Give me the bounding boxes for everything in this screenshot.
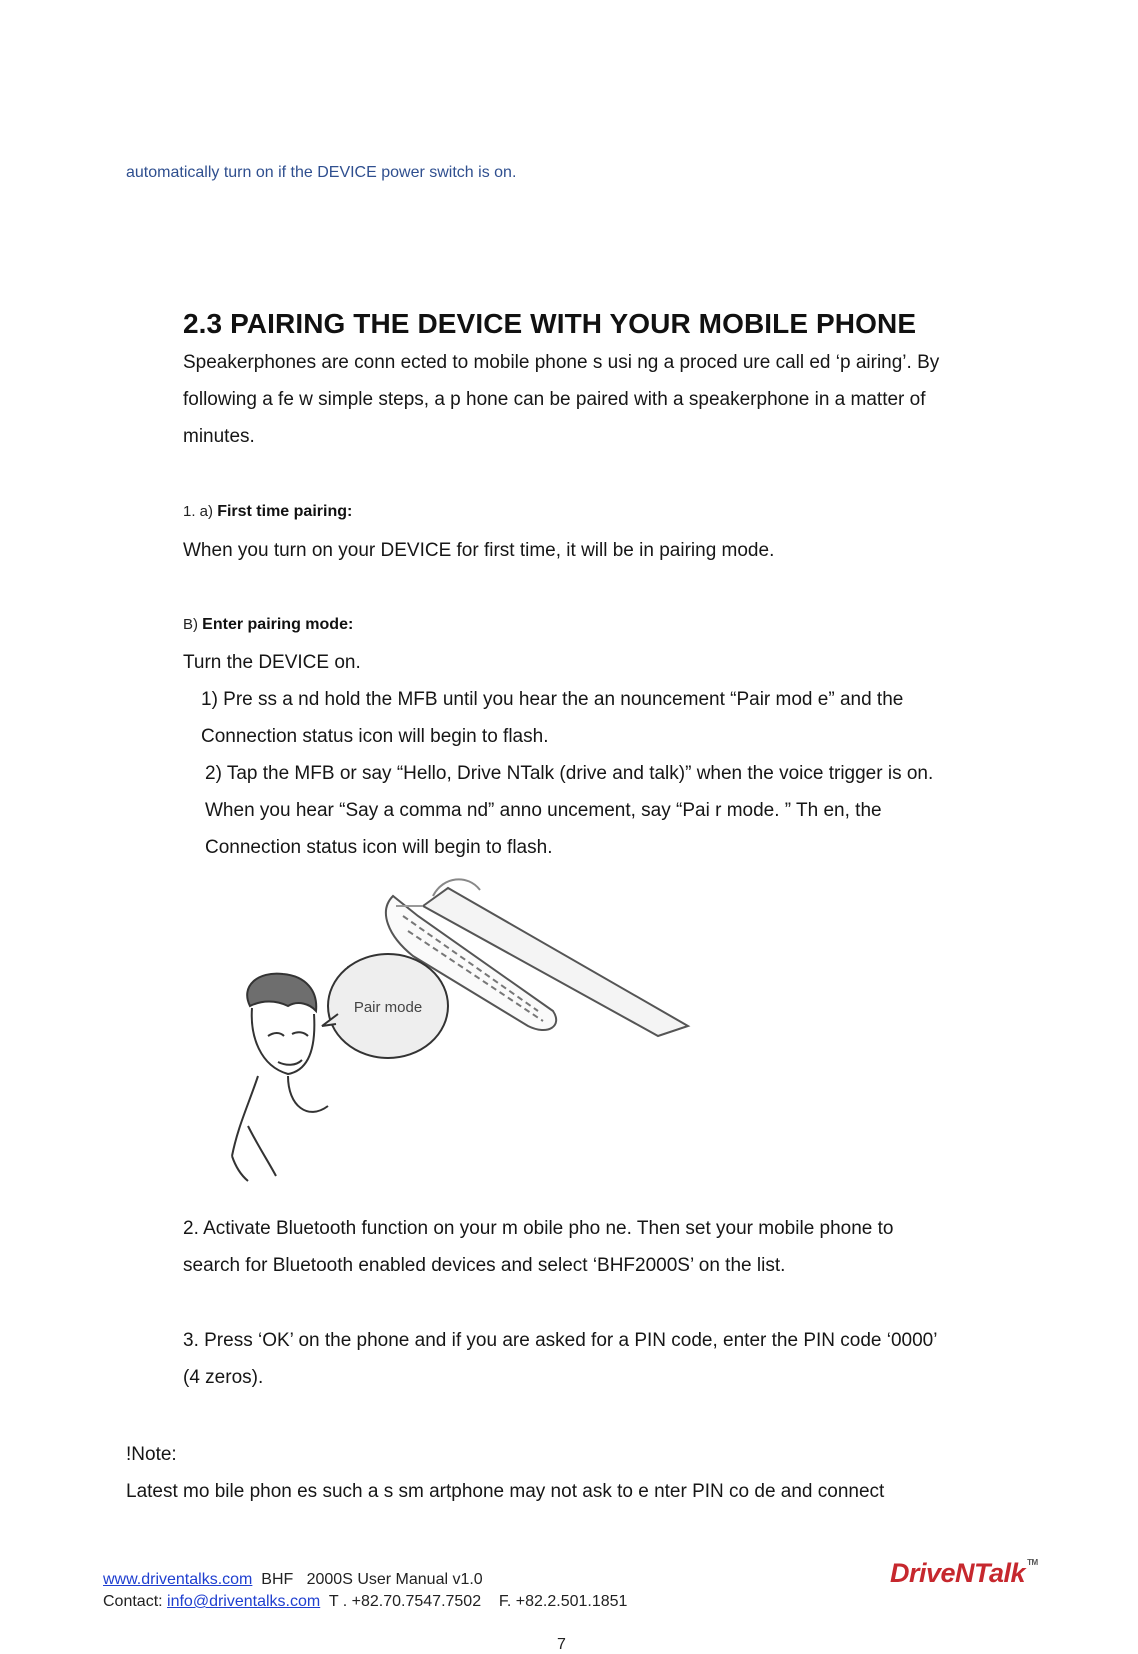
step-1a-marker: 1. a) [183, 503, 214, 520]
step-2-paragraph [183, 1210, 894, 1284]
note-label: !Note: [126, 1444, 177, 1465]
carryover-text: automatically turn on if the DEVICE power switch is on. [126, 164, 517, 181]
step-1b-line: Turn the DEVICE on. [183, 652, 361, 673]
step-2-line: search for Bluetooth enabled devices and select ‘BHF2000S’ on the list. [183, 1255, 786, 1276]
manual-title: BHF 2000S User Manual v1.0 [252, 1571, 483, 1588]
step-3-line: (4 zeros). [183, 1367, 264, 1388]
footer-line-2 [103, 1593, 627, 1611]
step-1b-heading [183, 616, 353, 634]
driventalk-logo [890, 1558, 1038, 1589]
step-3-line: 3. Press ‘OK’ on the phone and if you are asked for a PIN code, enter the PIN code ‘0000’ [183, 1330, 938, 1351]
step-2-line: 2. Activate Bluetooth function on your m obile pho ne. Then set your mobile phone to [183, 1218, 894, 1239]
intro-line: Speakerphones are conn ected to mobile phone s usi ng a proced ure call ed ‘p airing’. By [183, 352, 940, 373]
logo-trademark: TM [1027, 1558, 1038, 1567]
step-1b-line: Connection status icon will begin to flash. [205, 837, 553, 858]
step-1a-title: First time pairing: [217, 503, 353, 520]
contact-label: Contact: [103, 1593, 168, 1610]
step-1b-marker: B) [183, 616, 198, 633]
step-1b-line: When you hear “Say a comma nd” anno uncement, say “Pai r mode. ” Th en, the [205, 800, 882, 821]
step-1b-line: 1) Pre ss a nd hold the MFB until you hear the an nouncement “Pair mod e” and the [201, 689, 904, 710]
person-illustration [232, 974, 328, 1181]
contact-phones: T . +82.70.7547.7502 F. +82.2.501.1851 [320, 1593, 628, 1610]
website-link[interactable]: www.driventalks.com [103, 1571, 253, 1588]
intro-paragraph [183, 344, 939, 455]
step-1b-title: Enter pairing mode: [202, 616, 354, 633]
step-1b-line: Connection status icon will begin to flash. [201, 726, 549, 747]
speech-bubble [322, 954, 448, 1058]
step-1a-heading [183, 503, 352, 521]
email-link[interactable]: info@driventalks.com [167, 1593, 321, 1610]
section-heading: 2.3 PAIRING THE DEVICE WITH YOUR MOBILE PHONE [183, 308, 917, 339]
logo-text: DriveNTalk [890, 1558, 1026, 1588]
step-3-paragraph [183, 1322, 937, 1396]
page-number: 7 [557, 1636, 566, 1653]
footer-line-1 [103, 1571, 483, 1589]
speech-bubble-text: Pair mode [353, 999, 423, 1016]
step-1b-line: 2) Tap the MFB or say “Hello, Drive NTalk (drive and talk)” when the voice trigger is on. [205, 763, 934, 784]
step-1a-text: When you turn on your DEVICE for first time, it will be in pairing mode. [183, 540, 775, 561]
note-text: Latest mo bile phon es such a s sm artphone may not ask to e nter PIN co de and connect [126, 1481, 885, 1502]
pairing-illustration [218, 876, 698, 1186]
intro-line: minutes. [183, 426, 255, 447]
intro-line: following a fe w simple steps, a p hone can be paired with a speakerphone in a matter of [183, 389, 926, 410]
